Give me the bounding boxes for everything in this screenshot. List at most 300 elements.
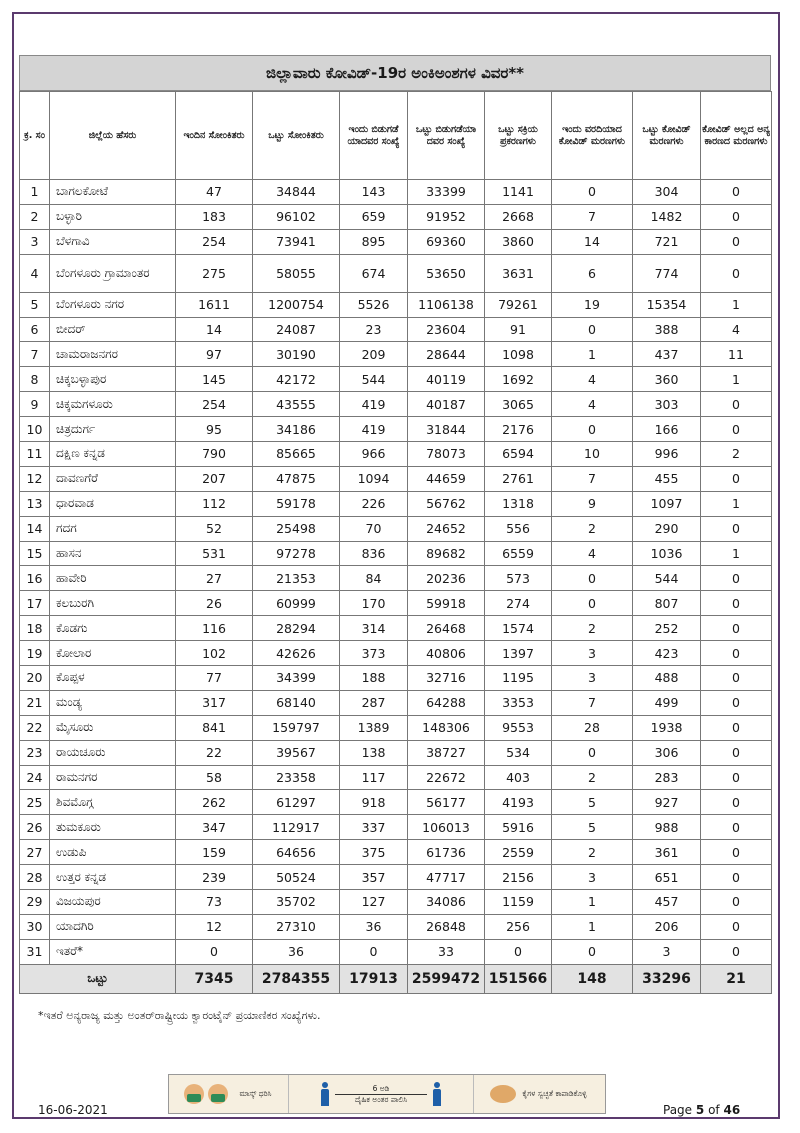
- table-title: ಜಿಲ್ಲಾವಾರು ಕೋವಿಡ್-19ರ ಅಂಕಿಅಂಶಗಳ ವಿವರ**: [19, 55, 771, 91]
- cell-total-positive: 47875: [253, 466, 340, 491]
- cell-total-deaths: 252: [633, 616, 701, 641]
- cell-total-deaths: 290: [633, 516, 701, 541]
- cell-today-positive: 26: [176, 591, 253, 616]
- cell-today-deaths: 3: [552, 666, 633, 691]
- cell-district: ಕೊಡಗು: [50, 616, 176, 641]
- cell-today-discharged: 1094: [340, 466, 408, 491]
- cell-sl: 10: [20, 417, 50, 442]
- cell-today-deaths: 0: [552, 939, 633, 964]
- cell-total-positive: 39567: [253, 740, 340, 765]
- cell-total-deaths: 651: [633, 865, 701, 890]
- cell-today-positive: 159: [176, 840, 253, 865]
- cell-today-positive: 14: [176, 317, 253, 342]
- masked-face-icon: [208, 1084, 228, 1104]
- cell-non-covid-deaths: 0: [701, 790, 772, 815]
- total-today-positive: 7345: [176, 964, 253, 993]
- cell-total-discharged: 24652: [408, 516, 485, 541]
- table-row: [20, 491, 772, 516]
- cell-total-discharged: 64288: [408, 690, 485, 715]
- cell-total-deaths: 388: [633, 317, 701, 342]
- cell-today-deaths: 6: [552, 254, 633, 292]
- header-total-deaths: ಒಟ್ಟು ಕೋವಿಡ್ ಮರಣಗಳು: [633, 92, 701, 180]
- cell-total-discharged: 23604: [408, 317, 485, 342]
- cell-today-positive: 254: [176, 392, 253, 417]
- cell-non-covid-deaths: 2: [701, 442, 772, 467]
- person-icon: [321, 1082, 329, 1106]
- cell-total-positive: 25498: [253, 516, 340, 541]
- cell-non-covid-deaths: 0: [701, 417, 772, 442]
- header-total-discharged: ಒಟ್ಟು ಬಿಡುಗಡೆಯಾ ದವರ ಸಂಖ್ಯೆ: [408, 92, 485, 180]
- table-row: [20, 516, 772, 541]
- cell-district: ಇತರೆ*: [50, 939, 176, 964]
- cell-today-positive: 262: [176, 790, 253, 815]
- mask-section: [169, 1075, 289, 1113]
- table-row: [20, 939, 772, 964]
- hand-wash-icon: [490, 1085, 516, 1103]
- distance-text: ದೈಹಿಕ ಅಂತರ ಪಾಲಿಸಿ: [354, 1094, 408, 1104]
- cell-sl: 21: [20, 690, 50, 715]
- cell-total-positive: 112917: [253, 815, 340, 840]
- cell-active-cases: 1159: [485, 890, 552, 915]
- table-row: [20, 392, 772, 417]
- cell-today-positive: 112: [176, 491, 253, 516]
- cell-non-covid-deaths: 0: [701, 740, 772, 765]
- cell-sl: 28: [20, 865, 50, 890]
- cell-active-cases: 1195: [485, 666, 552, 691]
- table-body: [20, 180, 772, 965]
- cell-total-discharged: 106013: [408, 815, 485, 840]
- table-row: [20, 442, 772, 467]
- cell-non-covid-deaths: 0: [701, 566, 772, 591]
- cell-today-positive: 0: [176, 939, 253, 964]
- cell-non-covid-deaths: 0: [701, 466, 772, 491]
- table-row: [20, 466, 772, 491]
- cell-non-covid-deaths: 0: [701, 204, 772, 229]
- cell-district: ಚಿಕ್ಕಮಗಳೂರು: [50, 392, 176, 417]
- cell-today-discharged: 84: [340, 566, 408, 591]
- cell-total-positive: 50524: [253, 865, 340, 890]
- cell-district: ತುಮಕೂರು: [50, 815, 176, 840]
- cell-active-cases: 2156: [485, 865, 552, 890]
- cell-non-covid-deaths: 0: [701, 765, 772, 790]
- cell-total-positive: 60999: [253, 591, 340, 616]
- cell-today-deaths: 2: [552, 840, 633, 865]
- cell-district: ರಾಮನಗರ: [50, 765, 176, 790]
- cell-total-discharged: 40806: [408, 641, 485, 666]
- cell-total-deaths: 488: [633, 666, 701, 691]
- table-row: [20, 229, 772, 254]
- cell-today-discharged: 23: [340, 317, 408, 342]
- cell-today-discharged: 1389: [340, 715, 408, 740]
- cell-today-discharged: 674: [340, 254, 408, 292]
- cell-district: ಕೋಲಾರ: [50, 641, 176, 666]
- cell-active-cases: 274: [485, 591, 552, 616]
- cell-total-deaths: 437: [633, 342, 701, 367]
- cell-today-discharged: 0: [340, 939, 408, 964]
- cell-sl: 25: [20, 790, 50, 815]
- cell-active-cases: 1692: [485, 367, 552, 392]
- table-row: [20, 541, 772, 566]
- cell-sl: 12: [20, 466, 50, 491]
- cell-active-cases: 1098: [485, 342, 552, 367]
- cell-today-deaths: 7: [552, 466, 633, 491]
- cell-sl: 22: [20, 715, 50, 740]
- cell-today-deaths: 0: [552, 566, 633, 591]
- cell-active-cases: 6594: [485, 442, 552, 467]
- header-total-positive: ಒಟ್ಟು ಸೋಂಕಿತರು: [253, 92, 340, 180]
- total-today-discharged: 17913: [340, 964, 408, 993]
- cell-non-covid-deaths: 1: [701, 491, 772, 516]
- cell-total-discharged: 61736: [408, 840, 485, 865]
- cell-today-discharged: 375: [340, 840, 408, 865]
- cell-total-deaths: 1482: [633, 204, 701, 229]
- cell-today-positive: 95: [176, 417, 253, 442]
- cell-district: ಚಾಮರಾಜನಗರ: [50, 342, 176, 367]
- cell-sl: 18: [20, 616, 50, 641]
- cell-active-cases: 256: [485, 914, 552, 939]
- cell-total-deaths: 361: [633, 840, 701, 865]
- table-row: [20, 740, 772, 765]
- cell-today-discharged: 314: [340, 616, 408, 641]
- cell-total-discharged: 89682: [408, 541, 485, 566]
- distance-value: 6 ಅಡಿ: [372, 1083, 390, 1093]
- header-sl: ಕ್ರ. ಸಂ: [20, 92, 50, 180]
- cell-district: ದಕ್ಷಿಣ ಕನ್ನಡ: [50, 442, 176, 467]
- cell-active-cases: 2668: [485, 204, 552, 229]
- cell-total-deaths: 1036: [633, 541, 701, 566]
- cell-sl: 8: [20, 367, 50, 392]
- cell-active-cases: 403: [485, 765, 552, 790]
- cell-total-discharged: 20236: [408, 566, 485, 591]
- cell-active-cases: 556: [485, 516, 552, 541]
- header-active-cases: ಒಟ್ಟು ಸಕ್ರಿಯ ಪ್ರಕರಣಗಳು: [485, 92, 552, 180]
- cell-today-deaths: 4: [552, 367, 633, 392]
- cell-today-positive: 102: [176, 641, 253, 666]
- cell-district: ಬಳ್ಳಾರಿ: [50, 204, 176, 229]
- cell-district: ಉತ್ತರ ಕನ್ನಡ: [50, 865, 176, 890]
- cell-today-deaths: 2: [552, 616, 633, 641]
- cell-total-discharged: 59918: [408, 591, 485, 616]
- cell-total-positive: 42172: [253, 367, 340, 392]
- cell-district: ಬೆಂಗಳೂರು ಗ್ರಾಮಾಂತರ: [50, 254, 176, 292]
- cell-total-discharged: 34086: [408, 890, 485, 915]
- table-row: [20, 367, 772, 392]
- cell-today-deaths: 3: [552, 865, 633, 890]
- table-row: [20, 715, 772, 740]
- cell-total-deaths: 721: [633, 229, 701, 254]
- cell-total-discharged: 22672: [408, 765, 485, 790]
- cell-non-covid-deaths: 0: [701, 865, 772, 890]
- hands-section: [474, 1075, 605, 1113]
- cell-district: ಮಂಡ್ಯ: [50, 690, 176, 715]
- table-row: [20, 641, 772, 666]
- cell-active-cases: 1318: [485, 491, 552, 516]
- cell-total-discharged: 33399: [408, 180, 485, 205]
- cell-district: ಉಡುಪಿ: [50, 840, 176, 865]
- cell-active-cases: 3860: [485, 229, 552, 254]
- cell-total-discharged: 148306: [408, 715, 485, 740]
- cell-total-deaths: 306: [633, 740, 701, 765]
- table-row: [20, 790, 772, 815]
- cell-non-covid-deaths: 0: [701, 229, 772, 254]
- table-row: [20, 815, 772, 840]
- cell-non-covid-deaths: 0: [701, 254, 772, 292]
- cell-sl: 31: [20, 939, 50, 964]
- table-row: [20, 591, 772, 616]
- cell-active-cases: 79261: [485, 292, 552, 317]
- cell-today-discharged: 36: [340, 914, 408, 939]
- cell-active-cases: 4193: [485, 790, 552, 815]
- cell-total-discharged: 53650: [408, 254, 485, 292]
- cell-today-deaths: 7: [552, 690, 633, 715]
- cell-total-discharged: 56762: [408, 491, 485, 516]
- cell-sl: 7: [20, 342, 50, 367]
- cell-total-discharged: 26848: [408, 914, 485, 939]
- cell-non-covid-deaths: 4: [701, 317, 772, 342]
- cell-today-discharged: 659: [340, 204, 408, 229]
- cell-total-positive: 35702: [253, 890, 340, 915]
- cell-active-cases: 3631: [485, 254, 552, 292]
- cell-total-discharged: 40187: [408, 392, 485, 417]
- table-row: [20, 180, 772, 205]
- cell-today-deaths: 9: [552, 491, 633, 516]
- cell-today-discharged: 419: [340, 392, 408, 417]
- cell-total-positive: 61297: [253, 790, 340, 815]
- header-non-covid-deaths: ಕೋವಿಡ್ ಅಲ್ಲದ ಅನ್ಯ ಕಾರಣದ ಮರಣಗಳು: [701, 92, 772, 180]
- table-row: [20, 204, 772, 229]
- cell-total-discharged: 56177: [408, 790, 485, 815]
- cell-today-deaths: 4: [552, 392, 633, 417]
- cell-sl: 11: [20, 442, 50, 467]
- cell-total-discharged: 26468: [408, 616, 485, 641]
- cell-today-positive: 77: [176, 666, 253, 691]
- total-total-positive: 2784355: [253, 964, 340, 993]
- cell-total-discharged: 33: [408, 939, 485, 964]
- cell-district: ಹಾಸನ: [50, 541, 176, 566]
- cell-district: ಬೆಳಗಾವಿ: [50, 229, 176, 254]
- cell-today-deaths: 1: [552, 342, 633, 367]
- cell-total-discharged: 28644: [408, 342, 485, 367]
- cell-today-positive: 58: [176, 765, 253, 790]
- cell-today-deaths: 1: [552, 914, 633, 939]
- cell-today-deaths: 5: [552, 790, 633, 815]
- cell-total-positive: 58055: [253, 254, 340, 292]
- cell-today-deaths: 14: [552, 229, 633, 254]
- cell-today-positive: 12: [176, 914, 253, 939]
- table-row: [20, 765, 772, 790]
- table-row: [20, 690, 772, 715]
- cell-active-cases: 1141: [485, 180, 552, 205]
- cell-total-discharged: 31844: [408, 417, 485, 442]
- cell-total-discharged: 91952: [408, 204, 485, 229]
- cell-total-positive: 34844: [253, 180, 340, 205]
- cell-total-positive: 28294: [253, 616, 340, 641]
- cell-today-discharged: 287: [340, 690, 408, 715]
- cell-today-positive: 73: [176, 890, 253, 915]
- cell-active-cases: 6559: [485, 541, 552, 566]
- cell-sl: 14: [20, 516, 50, 541]
- total-non-covid-deaths: 21: [701, 964, 772, 993]
- cell-total-deaths: 206: [633, 914, 701, 939]
- cell-non-covid-deaths: 0: [701, 180, 772, 205]
- cell-non-covid-deaths: 0: [701, 641, 772, 666]
- cell-total-deaths: 988: [633, 815, 701, 840]
- cell-today-deaths: 19: [552, 292, 633, 317]
- cell-today-deaths: 0: [552, 180, 633, 205]
- cell-total-discharged: 44659: [408, 466, 485, 491]
- cell-today-positive: 317: [176, 690, 253, 715]
- cell-sl: 1: [20, 180, 50, 205]
- cell-active-cases: 2761: [485, 466, 552, 491]
- cell-non-covid-deaths: 0: [701, 715, 772, 740]
- cell-today-deaths: 0: [552, 317, 633, 342]
- table-row: [20, 254, 772, 292]
- cell-active-cases: 5916: [485, 815, 552, 840]
- cell-today-discharged: 70: [340, 516, 408, 541]
- table-row: [20, 865, 772, 890]
- person-icon: [433, 1082, 441, 1106]
- total-label: ಒಟ್ಟು: [20, 964, 176, 993]
- cell-sl: 5: [20, 292, 50, 317]
- table-row: [20, 292, 772, 317]
- cell-today-positive: 97: [176, 342, 253, 367]
- cell-sl: 17: [20, 591, 50, 616]
- header-today-positive: ಇಂದಿನ ಸೋಂಕಿತರು: [176, 92, 253, 180]
- cell-today-discharged: 209: [340, 342, 408, 367]
- header-district: ಜಿಲ್ಲೆಯ ಹೆಸರು: [50, 92, 176, 180]
- cell-today-deaths: 4: [552, 541, 633, 566]
- cell-today-discharged: 419: [340, 417, 408, 442]
- cell-total-deaths: 996: [633, 442, 701, 467]
- cell-today-positive: 239: [176, 865, 253, 890]
- cell-total-positive: 34186: [253, 417, 340, 442]
- cell-district: ಗದಗ: [50, 516, 176, 541]
- cell-today-discharged: 226: [340, 491, 408, 516]
- cell-total-positive: 73941: [253, 229, 340, 254]
- cell-sl: 29: [20, 890, 50, 915]
- cell-total-positive: 1200754: [253, 292, 340, 317]
- cell-today-discharged: 170: [340, 591, 408, 616]
- page-number: Page 5 of 46: [663, 1103, 741, 1117]
- cell-active-cases: 2176: [485, 417, 552, 442]
- cell-district: ಕಲಬುರಗಿ: [50, 591, 176, 616]
- cell-today-discharged: 357: [340, 865, 408, 890]
- cell-today-deaths: 2: [552, 516, 633, 541]
- cell-total-deaths: 283: [633, 765, 701, 790]
- cell-total-positive: 64656: [253, 840, 340, 865]
- cell-sl: 20: [20, 666, 50, 691]
- cell-district: ಕೊಪ್ಪಳ: [50, 666, 176, 691]
- cell-total-positive: 24087: [253, 317, 340, 342]
- cell-today-positive: 207: [176, 466, 253, 491]
- table-row: [20, 914, 772, 939]
- cell-total-positive: 43555: [253, 392, 340, 417]
- cell-active-cases: 534: [485, 740, 552, 765]
- cell-sl: 16: [20, 566, 50, 591]
- cell-district: ಬೀದರ್: [50, 317, 176, 342]
- cell-non-covid-deaths: 0: [701, 914, 772, 939]
- district-stats-table: [19, 91, 772, 994]
- cell-non-covid-deaths: 0: [701, 516, 772, 541]
- cell-today-deaths: 0: [552, 417, 633, 442]
- cell-today-deaths: 3: [552, 641, 633, 666]
- cell-total-deaths: 423: [633, 641, 701, 666]
- cell-today-discharged: 918: [340, 790, 408, 815]
- cell-non-covid-deaths: 1: [701, 541, 772, 566]
- table-row: [20, 317, 772, 342]
- cell-today-positive: 347: [176, 815, 253, 840]
- cell-non-covid-deaths: 0: [701, 392, 772, 417]
- cell-today-deaths: 0: [552, 740, 633, 765]
- header-row: [20, 92, 772, 180]
- cell-today-positive: 790: [176, 442, 253, 467]
- cell-today-positive: 183: [176, 204, 253, 229]
- cell-today-deaths: 28: [552, 715, 633, 740]
- masked-face-icon: [184, 1084, 204, 1104]
- cell-total-deaths: 166: [633, 417, 701, 442]
- cell-total-positive: 23358: [253, 765, 340, 790]
- mask-text: ಮಾಸ್ಕ್ ಧರಿಸಿ: [239, 1089, 272, 1098]
- header-today-discharged: ಇಂದು ಬಿಡುಗಡೆ ಯಾದವರ ಸಂಖ್ಯೆ: [340, 92, 408, 180]
- cell-total-positive: 27310: [253, 914, 340, 939]
- table-row: [20, 616, 772, 641]
- cell-district: ದಾವಣಗೆರೆ: [50, 466, 176, 491]
- cell-total-deaths: 807: [633, 591, 701, 616]
- cell-active-cases: 1574: [485, 616, 552, 641]
- table-row: [20, 890, 772, 915]
- cell-active-cases: 1397: [485, 641, 552, 666]
- cell-total-positive: 85665: [253, 442, 340, 467]
- cell-sl: 6: [20, 317, 50, 342]
- total-total-deaths: 33296: [633, 964, 701, 993]
- cell-district: ಮೈಸೂರು: [50, 715, 176, 740]
- cell-active-cases: 3353: [485, 690, 552, 715]
- cell-today-positive: 47: [176, 180, 253, 205]
- cell-non-covid-deaths: 1: [701, 367, 772, 392]
- cell-today-discharged: 5526: [340, 292, 408, 317]
- cell-today-positive: 145: [176, 367, 253, 392]
- cell-today-positive: 1611: [176, 292, 253, 317]
- cell-total-deaths: 15354: [633, 292, 701, 317]
- distance-section: [289, 1075, 474, 1113]
- cell-today-deaths: 7: [552, 204, 633, 229]
- cell-total-deaths: 927: [633, 790, 701, 815]
- cell-total-discharged: 69360: [408, 229, 485, 254]
- cell-non-covid-deaths: 0: [701, 591, 772, 616]
- table-row: [20, 566, 772, 591]
- cell-today-discharged: 127: [340, 890, 408, 915]
- cell-district: ಬಾಗಲಕೋಟೆ: [50, 180, 176, 205]
- cell-total-deaths: 304: [633, 180, 701, 205]
- total-total-discharged: 2599472: [408, 964, 485, 993]
- cell-today-discharged: 836: [340, 541, 408, 566]
- cell-district: ಚಿಕ್ಕಬಳ್ಳಾಪುರ: [50, 367, 176, 392]
- distance-arrow-icon: [335, 1084, 427, 1105]
- cell-today-discharged: 188: [340, 666, 408, 691]
- cell-today-positive: 22: [176, 740, 253, 765]
- cell-total-positive: 159797: [253, 715, 340, 740]
- cell-non-covid-deaths: 0: [701, 890, 772, 915]
- cell-sl: 24: [20, 765, 50, 790]
- cell-non-covid-deaths: 0: [701, 690, 772, 715]
- cell-sl: 2: [20, 204, 50, 229]
- cell-today-positive: 275: [176, 254, 253, 292]
- table-row: [20, 666, 772, 691]
- cell-today-discharged: 544: [340, 367, 408, 392]
- cell-active-cases: 9553: [485, 715, 552, 740]
- cell-today-deaths: 2: [552, 765, 633, 790]
- cell-non-covid-deaths: 0: [701, 616, 772, 641]
